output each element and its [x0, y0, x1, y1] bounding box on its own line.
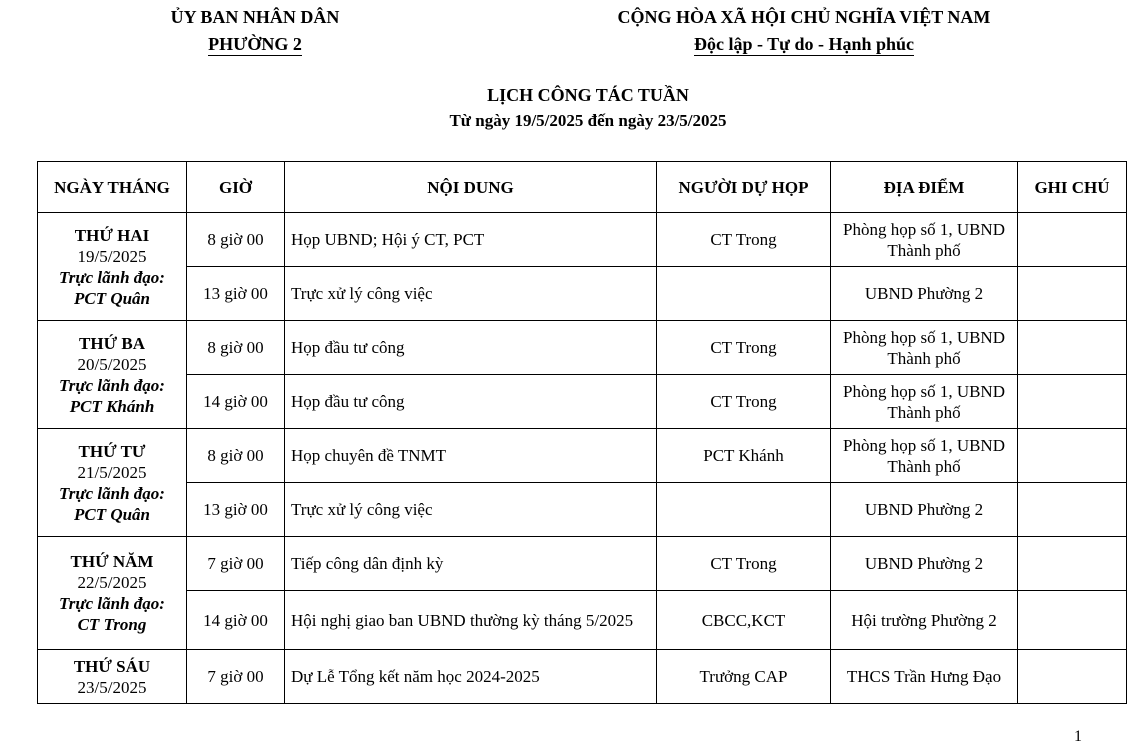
col-header-date: NGÀY THÁNG [38, 162, 187, 213]
table-row [38, 650, 1127, 704]
location-cell: Hội trường Phường 2 [831, 591, 1018, 650]
location-cell: UBND Phường 2 [831, 537, 1018, 591]
notes-cell [1018, 267, 1127, 321]
attendees-cell: CT Trong [657, 213, 831, 267]
document-date-range: Từ ngày 19/5/2025 đến ngày 23/5/2025 [449, 111, 727, 130]
notes-cell [1018, 375, 1127, 429]
content-cell: Tiếp công dân định kỳ [285, 537, 657, 591]
content-cell: Dự Lễ Tổng kết năm học 2024-2025 [285, 650, 657, 704]
attendees-cell: CT Trong [657, 321, 831, 375]
duty-label: Trực lãnh đạo: [59, 375, 165, 395]
content-cell: Trực xử lý công việc [285, 483, 657, 537]
time-cell: 8 giờ 00 [187, 213, 285, 267]
authority-ward: PHƯỜNG 2 [208, 34, 302, 54]
col-header-time: GIỜ [187, 162, 285, 213]
table-row [38, 537, 1127, 591]
content-cell: Hội nghị giao ban UBND thường kỳ tháng 5/2025 [285, 591, 657, 650]
duty-label: Trực lãnh đạo: [59, 594, 165, 613]
day-cell [38, 429, 187, 537]
day-cell [38, 213, 187, 321]
table-row [38, 321, 1127, 375]
motto-line: Độc lập - Tự do - Hạnh phúc [693, 34, 915, 54]
table-row [38, 213, 1127, 267]
schedule-body [38, 213, 1127, 704]
day-name: THỨ NĂM [70, 552, 154, 571]
col-header-content: NỘI DUNG [285, 162, 657, 213]
content-cell: Họp đầu tư công [285, 375, 657, 429]
day-name: THỨ SÁU [73, 656, 151, 676]
day-cell [38, 650, 187, 704]
day-date: 20/5/2025 [77, 354, 147, 374]
notes-cell [1018, 321, 1127, 375]
duty-label: Trực lãnh đạo: [59, 483, 165, 503]
document-title: LỊCH CÔNG TÁC TUẦN [487, 85, 689, 105]
time-cell: 13 giờ 00 [187, 267, 285, 321]
duty-person: CT Trong [77, 615, 147, 634]
duty-person: PCT Quân [73, 288, 151, 308]
country-name: CỘNG HÒA XÃ HỘI CHỦ NGHĨA VIỆT NAM [617, 7, 991, 27]
weekly-schedule-table [37, 161, 1127, 704]
day-cell [38, 537, 187, 650]
attendees-cell: CT Trong [657, 375, 831, 429]
attendees-cell: Trưởng CAP [657, 650, 831, 704]
content-cell: Họp UBND; Hội ý CT, PCT [285, 213, 657, 267]
day-name: THỨ HAI [74, 225, 150, 245]
day-date: 21/5/2025 [77, 462, 147, 482]
table-row [38, 429, 1127, 483]
table-row [38, 267, 1127, 321]
time-cell: 13 giờ 00 [187, 483, 285, 537]
location-cell: UBND Phường 2 [831, 267, 1018, 321]
time-cell: 14 giờ 00 [187, 375, 285, 429]
col-header-notes: GHI CHÚ [1018, 162, 1127, 213]
location-cell: Phòng họp số 1, UBND Thành phố [831, 375, 1018, 429]
national-motto [584, 4, 1024, 58]
table-header-row [38, 162, 1127, 213]
notes-cell [1018, 591, 1127, 650]
location-cell: Phòng họp số 1, UBND Thành phố [831, 321, 1018, 375]
table-row [38, 483, 1127, 537]
time-cell: 8 giờ 00 [187, 321, 285, 375]
attendees-cell: PCT Khánh [657, 429, 831, 483]
attendees-cell [657, 483, 831, 537]
notes-cell [1018, 483, 1127, 537]
attendees-cell [657, 267, 831, 321]
day-name: THỨ TƯ [78, 441, 146, 461]
content-cell: Họp đầu tư công [285, 321, 657, 375]
notes-cell [1018, 429, 1127, 483]
time-cell: 8 giờ 00 [187, 429, 285, 483]
table-row [38, 591, 1127, 650]
time-cell: 7 giờ 00 [187, 650, 285, 704]
duty-person: PCT Khánh [69, 396, 155, 416]
day-date: 23/5/2025 [77, 677, 147, 697]
attendees-cell: CBCC,KCT [657, 591, 831, 650]
table-row [38, 375, 1127, 429]
location-cell: UBND Phường 2 [831, 483, 1018, 537]
col-header-location: ĐỊA ĐIỂM [831, 162, 1018, 213]
authority-name: ỦY BAN NHÂN DÂN [170, 7, 340, 27]
location-cell: Phòng họp số 1, UBND Thành phố [831, 213, 1018, 267]
page-number: 1 [1074, 728, 1082, 745]
issuing-authority [145, 4, 365, 58]
col-header-attendees: NGƯỜI DỰ HỌP [657, 162, 831, 213]
notes-cell [1018, 537, 1127, 591]
location-cell: THCS Trần Hưng Đạo [831, 650, 1018, 704]
notes-cell [1018, 213, 1127, 267]
day-name: THỨ BA [79, 333, 145, 353]
time-cell: 7 giờ 00 [187, 537, 285, 591]
duty-person: PCT Quân [73, 504, 151, 524]
time-cell: 14 giờ 00 [187, 591, 285, 650]
day-date: 19/5/2025 [77, 246, 147, 266]
duty-label: Trực lãnh đạo: [59, 267, 165, 287]
attendees-cell: CT Trong [657, 537, 831, 591]
location-cell: Phòng họp số 1, UBND Thành phố [831, 429, 1018, 483]
content-cell: Họp chuyên đề TNMT [285, 429, 657, 483]
content-cell: Trực xử lý công việc [285, 267, 657, 321]
day-cell [38, 321, 187, 429]
notes-cell [1018, 650, 1127, 704]
day-date: 22/5/2025 [77, 573, 147, 592]
